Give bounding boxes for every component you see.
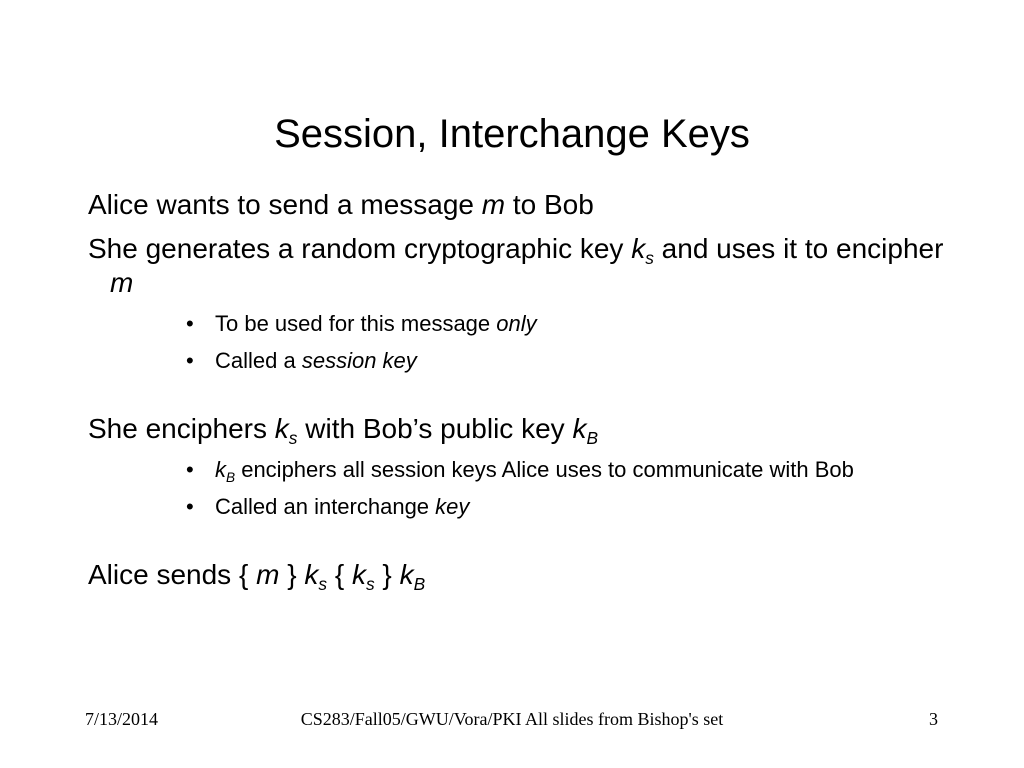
text: She generates a random cryptographic key <box>88 233 632 264</box>
var-k: k <box>399 559 414 590</box>
text: } <box>279 559 305 590</box>
sub-bullet-only <box>186 310 948 337</box>
emphasis-only: only <box>496 311 537 336</box>
bullet-icon: • <box>186 457 194 482</box>
text: and uses it to encipher <box>653 233 944 264</box>
var-k: k <box>572 413 587 444</box>
line-alice-wants <box>88 188 948 222</box>
var-k: k <box>631 233 646 264</box>
text: She enciphers <box>88 413 275 444</box>
text: { <box>327 559 352 590</box>
subscript-s: s <box>645 248 654 269</box>
var-k: k <box>304 559 319 590</box>
text: Alice wants to send a message <box>88 189 482 220</box>
footer-date: 7/13/2014 <box>85 709 159 729</box>
line-alice-sends <box>88 558 948 595</box>
footer-course-info: CS283/Fall05/GWU/Vora/PKI All slides from Bishop's set <box>300 709 724 729</box>
slide-body <box>88 188 948 602</box>
line-she-generates <box>88 232 948 300</box>
footer-page-number: 3 <box>929 709 938 729</box>
line-she-enciphers <box>88 412 948 449</box>
bullet-icon: • <box>186 348 194 373</box>
subscript-s: s <box>365 574 375 595</box>
subscript-b: B <box>413 574 426 595</box>
var-m: m <box>256 559 280 590</box>
var-k: k <box>274 413 289 444</box>
sub-bullet-session-key <box>186 347 948 374</box>
slide-title: Session, Interchange Keys <box>274 112 750 156</box>
text: to Bob <box>505 189 594 220</box>
subscript-b: B <box>586 428 599 449</box>
sub-bullet-kb-enciphers <box>186 456 948 485</box>
text: Called a <box>215 348 302 373</box>
emphasis-session-key: session key <box>301 348 417 373</box>
var-m: m <box>481 189 506 220</box>
text: Alice sends { <box>88 559 257 590</box>
var-k: k <box>351 559 366 590</box>
bullet-icon: • <box>186 311 194 336</box>
emphasis-key: key <box>435 494 470 519</box>
text: with Bob’s public key <box>297 413 573 444</box>
subscript-s: s <box>288 428 298 449</box>
subscript-b: B <box>226 469 236 485</box>
var-m: m <box>110 267 134 298</box>
subscript-s: s <box>318 574 328 595</box>
bullet-icon: • <box>186 494 194 519</box>
text: To be used for this message <box>215 311 497 336</box>
sub-bullet-interchange-key <box>186 493 948 520</box>
text: } <box>374 559 400 590</box>
text: enciphers all session keys Alice uses to communicate with Bob <box>235 457 854 482</box>
var-k: k <box>215 457 226 482</box>
text: Called an interchange <box>215 494 436 519</box>
